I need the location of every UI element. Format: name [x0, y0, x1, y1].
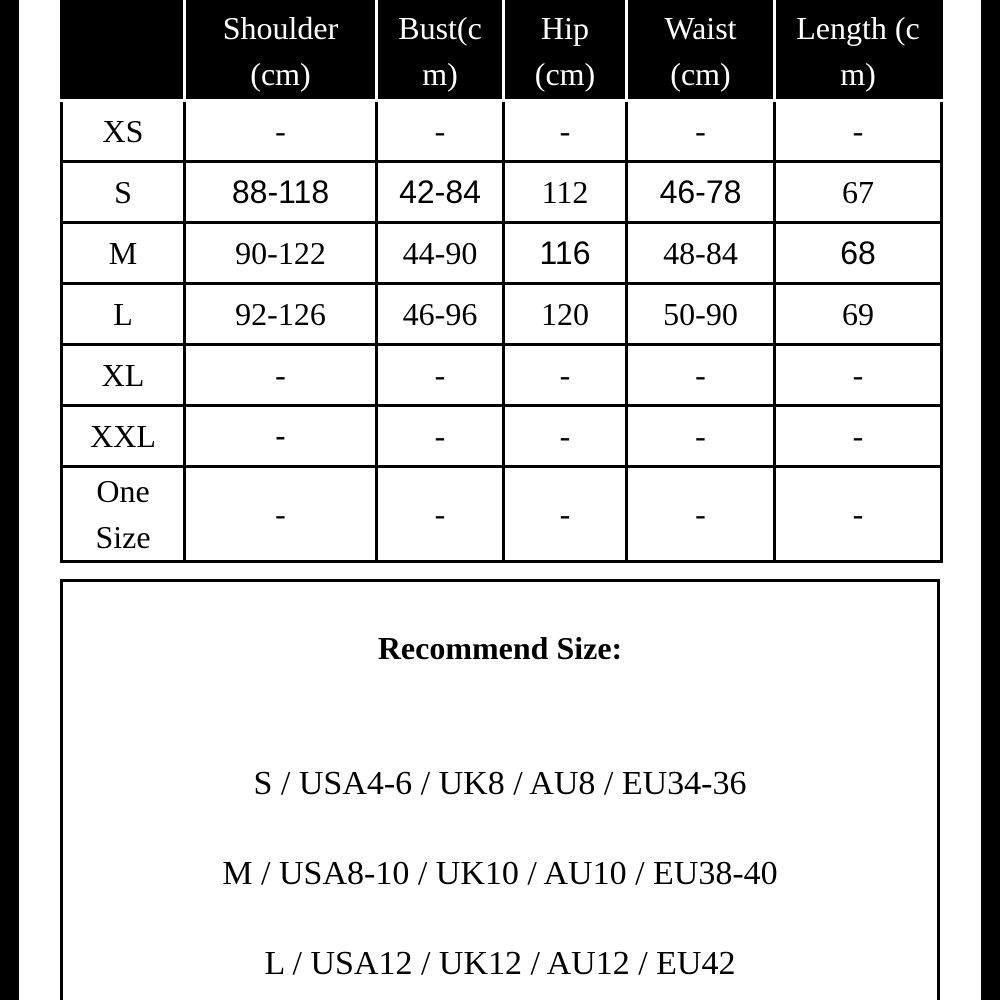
size-label: S [62, 162, 185, 223]
hip-value: 120 [504, 284, 627, 345]
shoulder-value: 88-118 [185, 162, 377, 223]
hip-value: 112 [504, 162, 627, 223]
recommend-size-box [60, 579, 940, 1000]
size-table-body [62, 101, 942, 562]
length-value: 67 [775, 162, 942, 223]
bust-value: - [377, 406, 504, 467]
size-label: XL [62, 345, 185, 406]
waist-value: 48-84 [627, 223, 775, 284]
shoulder-value: - [185, 406, 377, 467]
length-value: - [775, 406, 942, 467]
table-row [62, 162, 942, 223]
left-border-bar [0, 0, 19, 1000]
table-row [62, 406, 942, 467]
hip-value: - [504, 345, 627, 406]
recommend-size-line-s: S / USA4-6 / UK8 / AU8 / EU34-36 [253, 765, 747, 802]
length-value: 69 [775, 284, 942, 345]
waist-value: - [627, 345, 775, 406]
waist-value: - [627, 467, 775, 562]
length-value: - [775, 467, 942, 562]
shoulder-value: - [185, 101, 377, 162]
length-value: 68 [775, 223, 942, 284]
header-corner [62, 2, 185, 101]
length-value: - [775, 101, 942, 162]
bust-value: - [377, 467, 504, 562]
header-hip: Hip (cm) [504, 2, 627, 101]
right-border-bar [981, 0, 1000, 1000]
waist-value: - [627, 406, 775, 467]
shoulder-value: 92-126 [185, 284, 377, 345]
table-row [62, 223, 942, 284]
hip-value: - [504, 406, 627, 467]
waist-value: 46-78 [627, 162, 775, 223]
waist-value: - [627, 101, 775, 162]
bust-value: - [377, 345, 504, 406]
header-shoulder: Shoulder (cm) [185, 2, 377, 101]
hip-value: 116 [504, 223, 627, 284]
header-row [62, 2, 942, 101]
header-bust: Bust(c m) [377, 2, 504, 101]
size-table [60, 0, 943, 563]
hip-value: - [504, 101, 627, 162]
table-row [62, 284, 942, 345]
size-label: One Size [62, 467, 185, 562]
length-value: - [775, 345, 942, 406]
header-waist: Waist (cm) [627, 2, 775, 101]
recommend-size-line-l: L / USA12 / UK12 / AU12 / EU42 [264, 945, 736, 982]
hip-value: - [504, 467, 627, 562]
header-length: Length (c m) [775, 2, 942, 101]
size-label: L [62, 284, 185, 345]
bust-value: 42-84 [377, 162, 504, 223]
table-row [62, 101, 942, 162]
recommend-size-title: Recommend Size: [377, 630, 623, 666]
bust-value: 44-90 [377, 223, 504, 284]
shoulder-value: 90-122 [185, 223, 377, 284]
table-row [62, 345, 942, 406]
size-label: M [62, 223, 185, 284]
size-label: XXL [62, 406, 185, 467]
size-table-header [62, 2, 942, 101]
table-row [62, 467, 942, 562]
waist-value: 50-90 [627, 284, 775, 345]
size-label: XS [62, 101, 185, 162]
shoulder-value: - [185, 467, 377, 562]
shoulder-value: - [185, 345, 377, 406]
recommend-size-line-m: M / USA8-10 / UK10 / AU10 / EU38-40 [222, 855, 778, 892]
bust-value: 46-96 [377, 284, 504, 345]
bust-value: - [377, 101, 504, 162]
